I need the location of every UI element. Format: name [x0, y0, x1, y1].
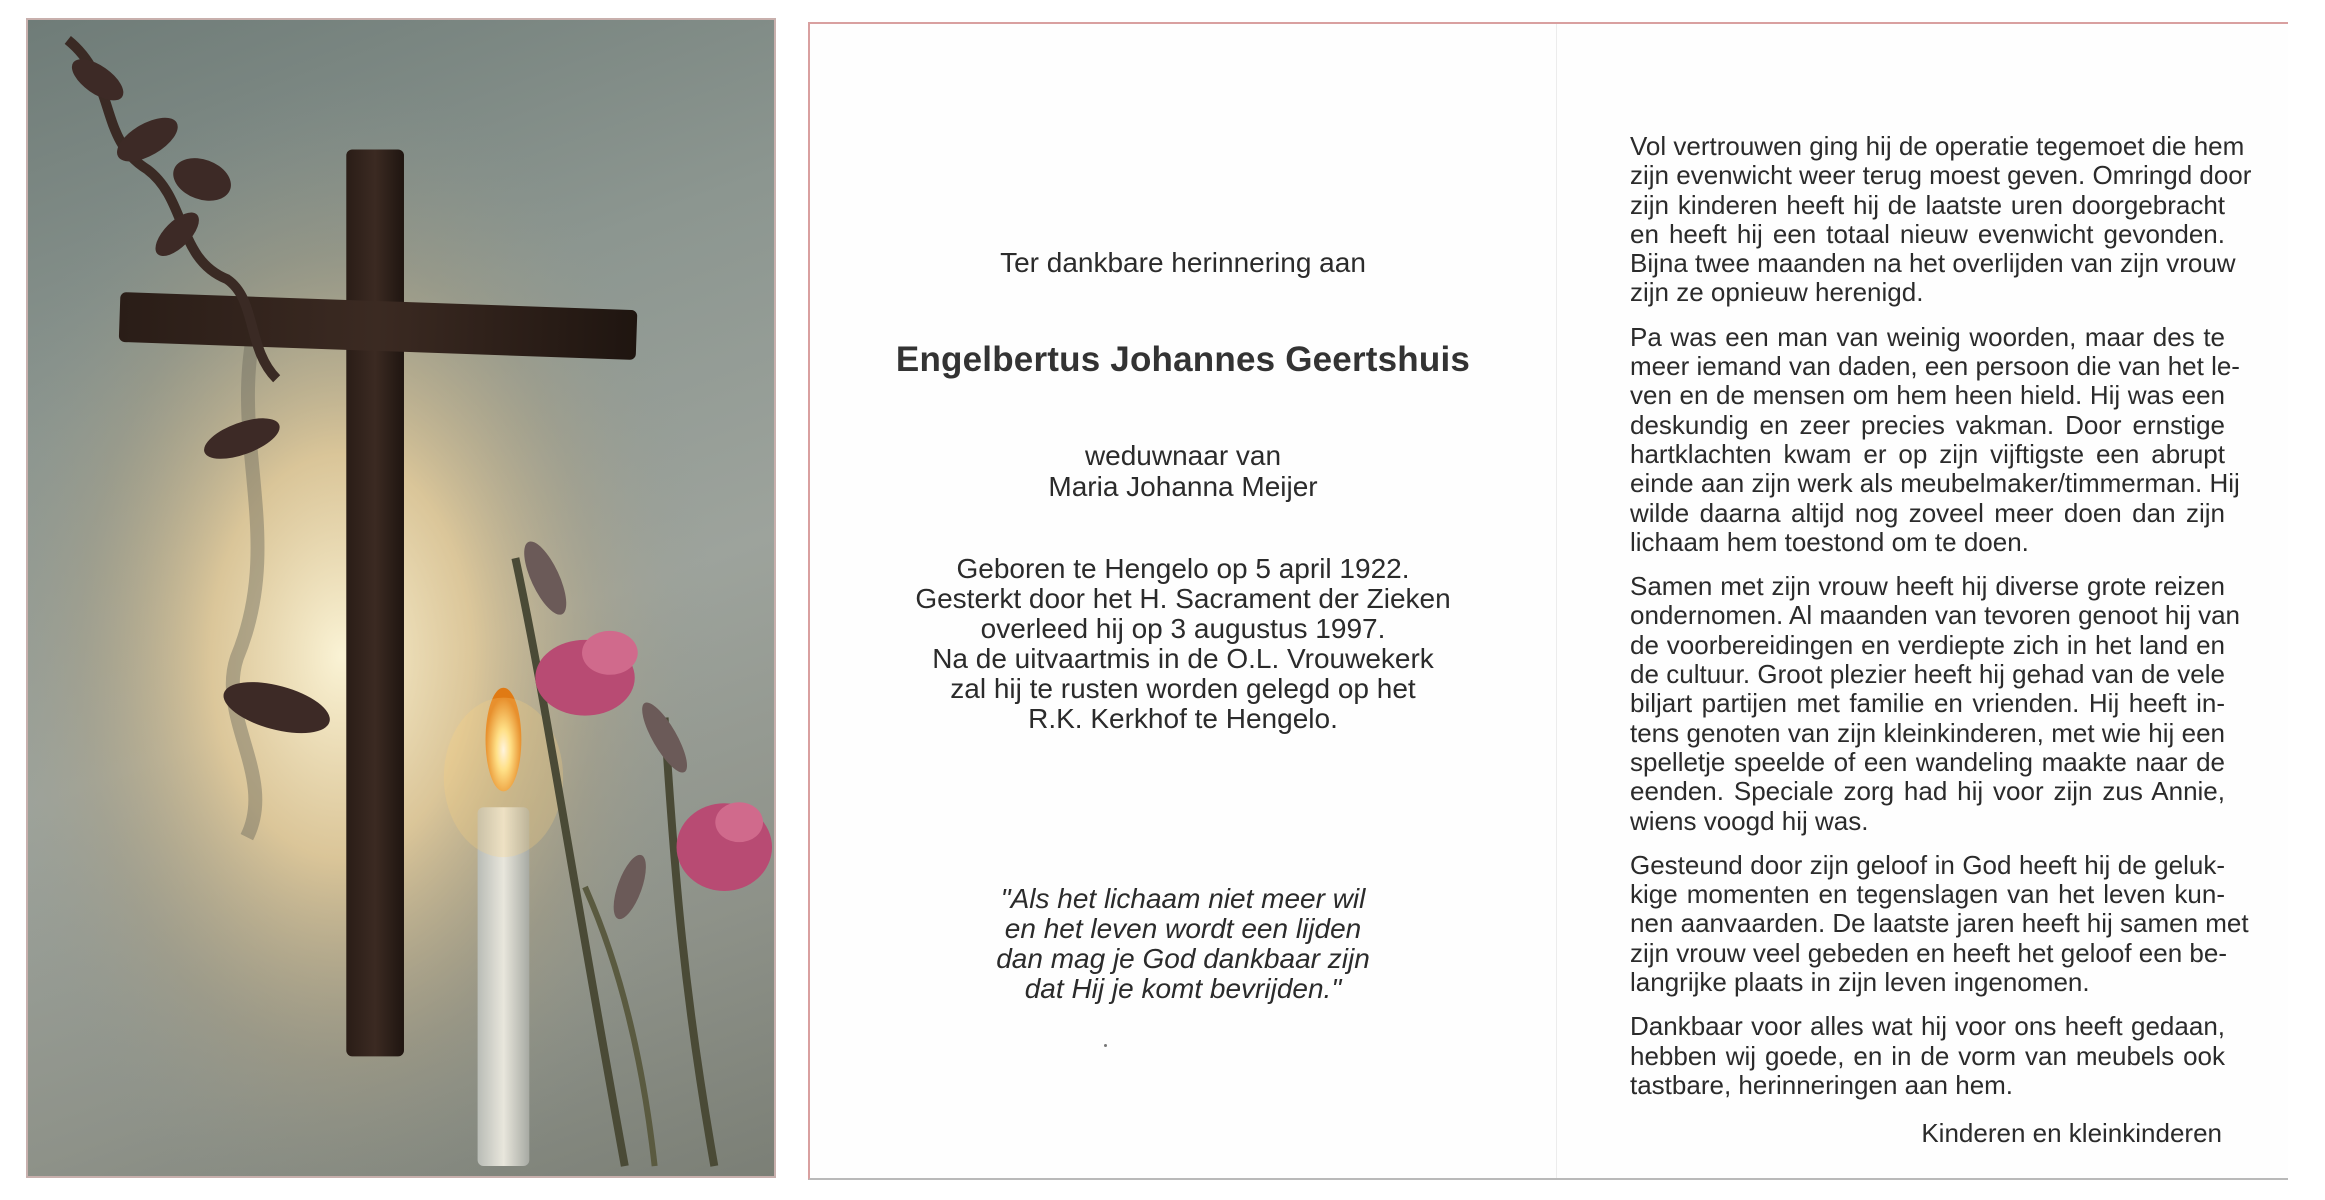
story-line: tastbare, herinneringen aan hem.: [1630, 1069, 2014, 1100]
poem-line: dat Hij je komt bevrijden.": [1024, 973, 1342, 1004]
story-line: kige momenten en tegenslagen van het leven kun-: [1630, 879, 2225, 910]
story-line: einde aan zijn werk als meubelmaker/timmerman. Hij: [1630, 468, 2240, 499]
card-fold-line: [1556, 24, 1557, 1178]
right-panel: [1630, 131, 2252, 1115]
story-line: langrijke plaats in zijn leven ingenomen.: [1630, 967, 2090, 998]
story-line: meer iemand van daden, een persoon die van het le-: [1630, 351, 2240, 382]
story-line: zijn kinderen heeft hij de laatste uren doorgebracht: [1630, 189, 2225, 220]
story-line: eenden. Speciale zorg had hij voor zijn zus Annie,: [1630, 776, 2225, 807]
story-line: Pa was een man van weinig woorden, maar des te: [1630, 321, 2225, 352]
story-line: wiens voogd hij was.: [1630, 805, 1869, 836]
story-line: spelletje speelde of een wandeling maakte naar de: [1630, 746, 2225, 777]
story-line: nen aanvaarden. De laatste jaren heeft hij samen met: [1630, 908, 2249, 939]
story-line: zijn ze opnieuw herenigd.: [1630, 277, 1924, 308]
story-line: Bijna twee maanden na het overlijden van zijn vrouw: [1630, 248, 2236, 279]
poem-line: dan mag je God dankbaar zijn: [996, 943, 1370, 974]
poem-quote: [810, 884, 1556, 1004]
deceased-name: Engelbertus Johannes Geertshuis: [895, 340, 1471, 379]
story-line: de cultuur. Groot plezier heeft hij gehad van de vele: [1630, 659, 2225, 690]
life-line: Na de uitvaartmis in de O.L. Vrouwekerk: [932, 643, 1434, 674]
story-line: deskundig en zeer precies vakman. Door ernstige: [1630, 409, 2225, 440]
story-line: de voorbereidingen en verdiepte zich in het land en: [1630, 629, 2225, 660]
widow-of: [810, 440, 1556, 502]
story-line: Samen met zijn vrouw heeft hij diverse grote reizen: [1630, 571, 2225, 602]
widow-line: Maria Johanna Meijer: [1048, 471, 1318, 502]
story-paragraph: [1630, 1012, 2225, 1100]
story-line: lichaam hem toestond om te doen.: [1630, 526, 2029, 557]
story-line: ven en de mensen om hem heen hield. Hij was een: [1630, 380, 2225, 411]
story-line: zijn evenwicht weer terug moest geven. Omringd door: [1630, 160, 2252, 191]
story-line: hartklachten kwam er op zijn vijftigste een abrupt: [1630, 438, 2225, 469]
life-line: R.K. Kerkhof te Hengelo.: [1028, 703, 1338, 734]
story-line: Dankbaar voor alles wat hij voor ons heeft gedaan,: [1630, 1011, 2225, 1042]
story-paragraph: [1630, 131, 2252, 308]
widow-line: weduwnaar van: [1084, 440, 1282, 471]
life-line: Gesterkt door het H. Sacrament der Zieken: [915, 583, 1451, 614]
story-line: hebben wij goede, en in de vorm van meubels ook: [1630, 1040, 2225, 1071]
intro-text: Ter dankbare herinnering aan: [1000, 247, 1366, 278]
life-line: zal hij te rusten worden gelegd op het: [950, 673, 1416, 704]
memorial-card: [808, 22, 2288, 1180]
story-line: ondernomen. Al maanden van tevoren genoot hij van: [1630, 600, 2240, 631]
poem-line: "Als het lichaam niet meer wil: [1000, 883, 1366, 914]
story-line: Vol vertrouwen ging hij de operatie tegemoet die hem: [1630, 131, 2245, 161]
middle-panel: [810, 24, 1556, 1178]
story-line: tens genoten van zijn kleinkinderen, met wie hij een: [1630, 717, 2225, 748]
decorative-dot: [1104, 1044, 1107, 1047]
story-line: zijn vrouw veel gebeden en heeft het geloof een be-: [1630, 937, 2227, 968]
life-details: [810, 554, 1556, 734]
life-line: Geboren te Hengelo op 5 april 1922.: [956, 553, 1410, 584]
story-line: en heeft hij een totaal nieuw evenwicht gevonden.: [1630, 218, 2225, 249]
memorial-photo: [26, 18, 776, 1178]
signature: Kinderen en kleinkinderen: [1921, 1118, 2222, 1148]
story-line: Gesteund door zijn geloof in God heeft hij de geluk-: [1630, 849, 2225, 880]
story-line: biljart partijen met familie en vrienden. Hij heeft in-: [1630, 688, 2225, 719]
life-line: overleed hij op 3 augustus 1997.: [980, 613, 1386, 644]
story-paragraph: [1630, 849, 2249, 998]
story-paragraph: [1630, 321, 2240, 557]
poem-line: en het leven wordt een lijden: [1004, 913, 1362, 944]
story-line: wilde daarna altijd nog zoveel meer doen dan zijn: [1630, 497, 2225, 528]
story-paragraph: [1630, 571, 2240, 836]
cross-candle-illustration: [28, 20, 774, 1176]
